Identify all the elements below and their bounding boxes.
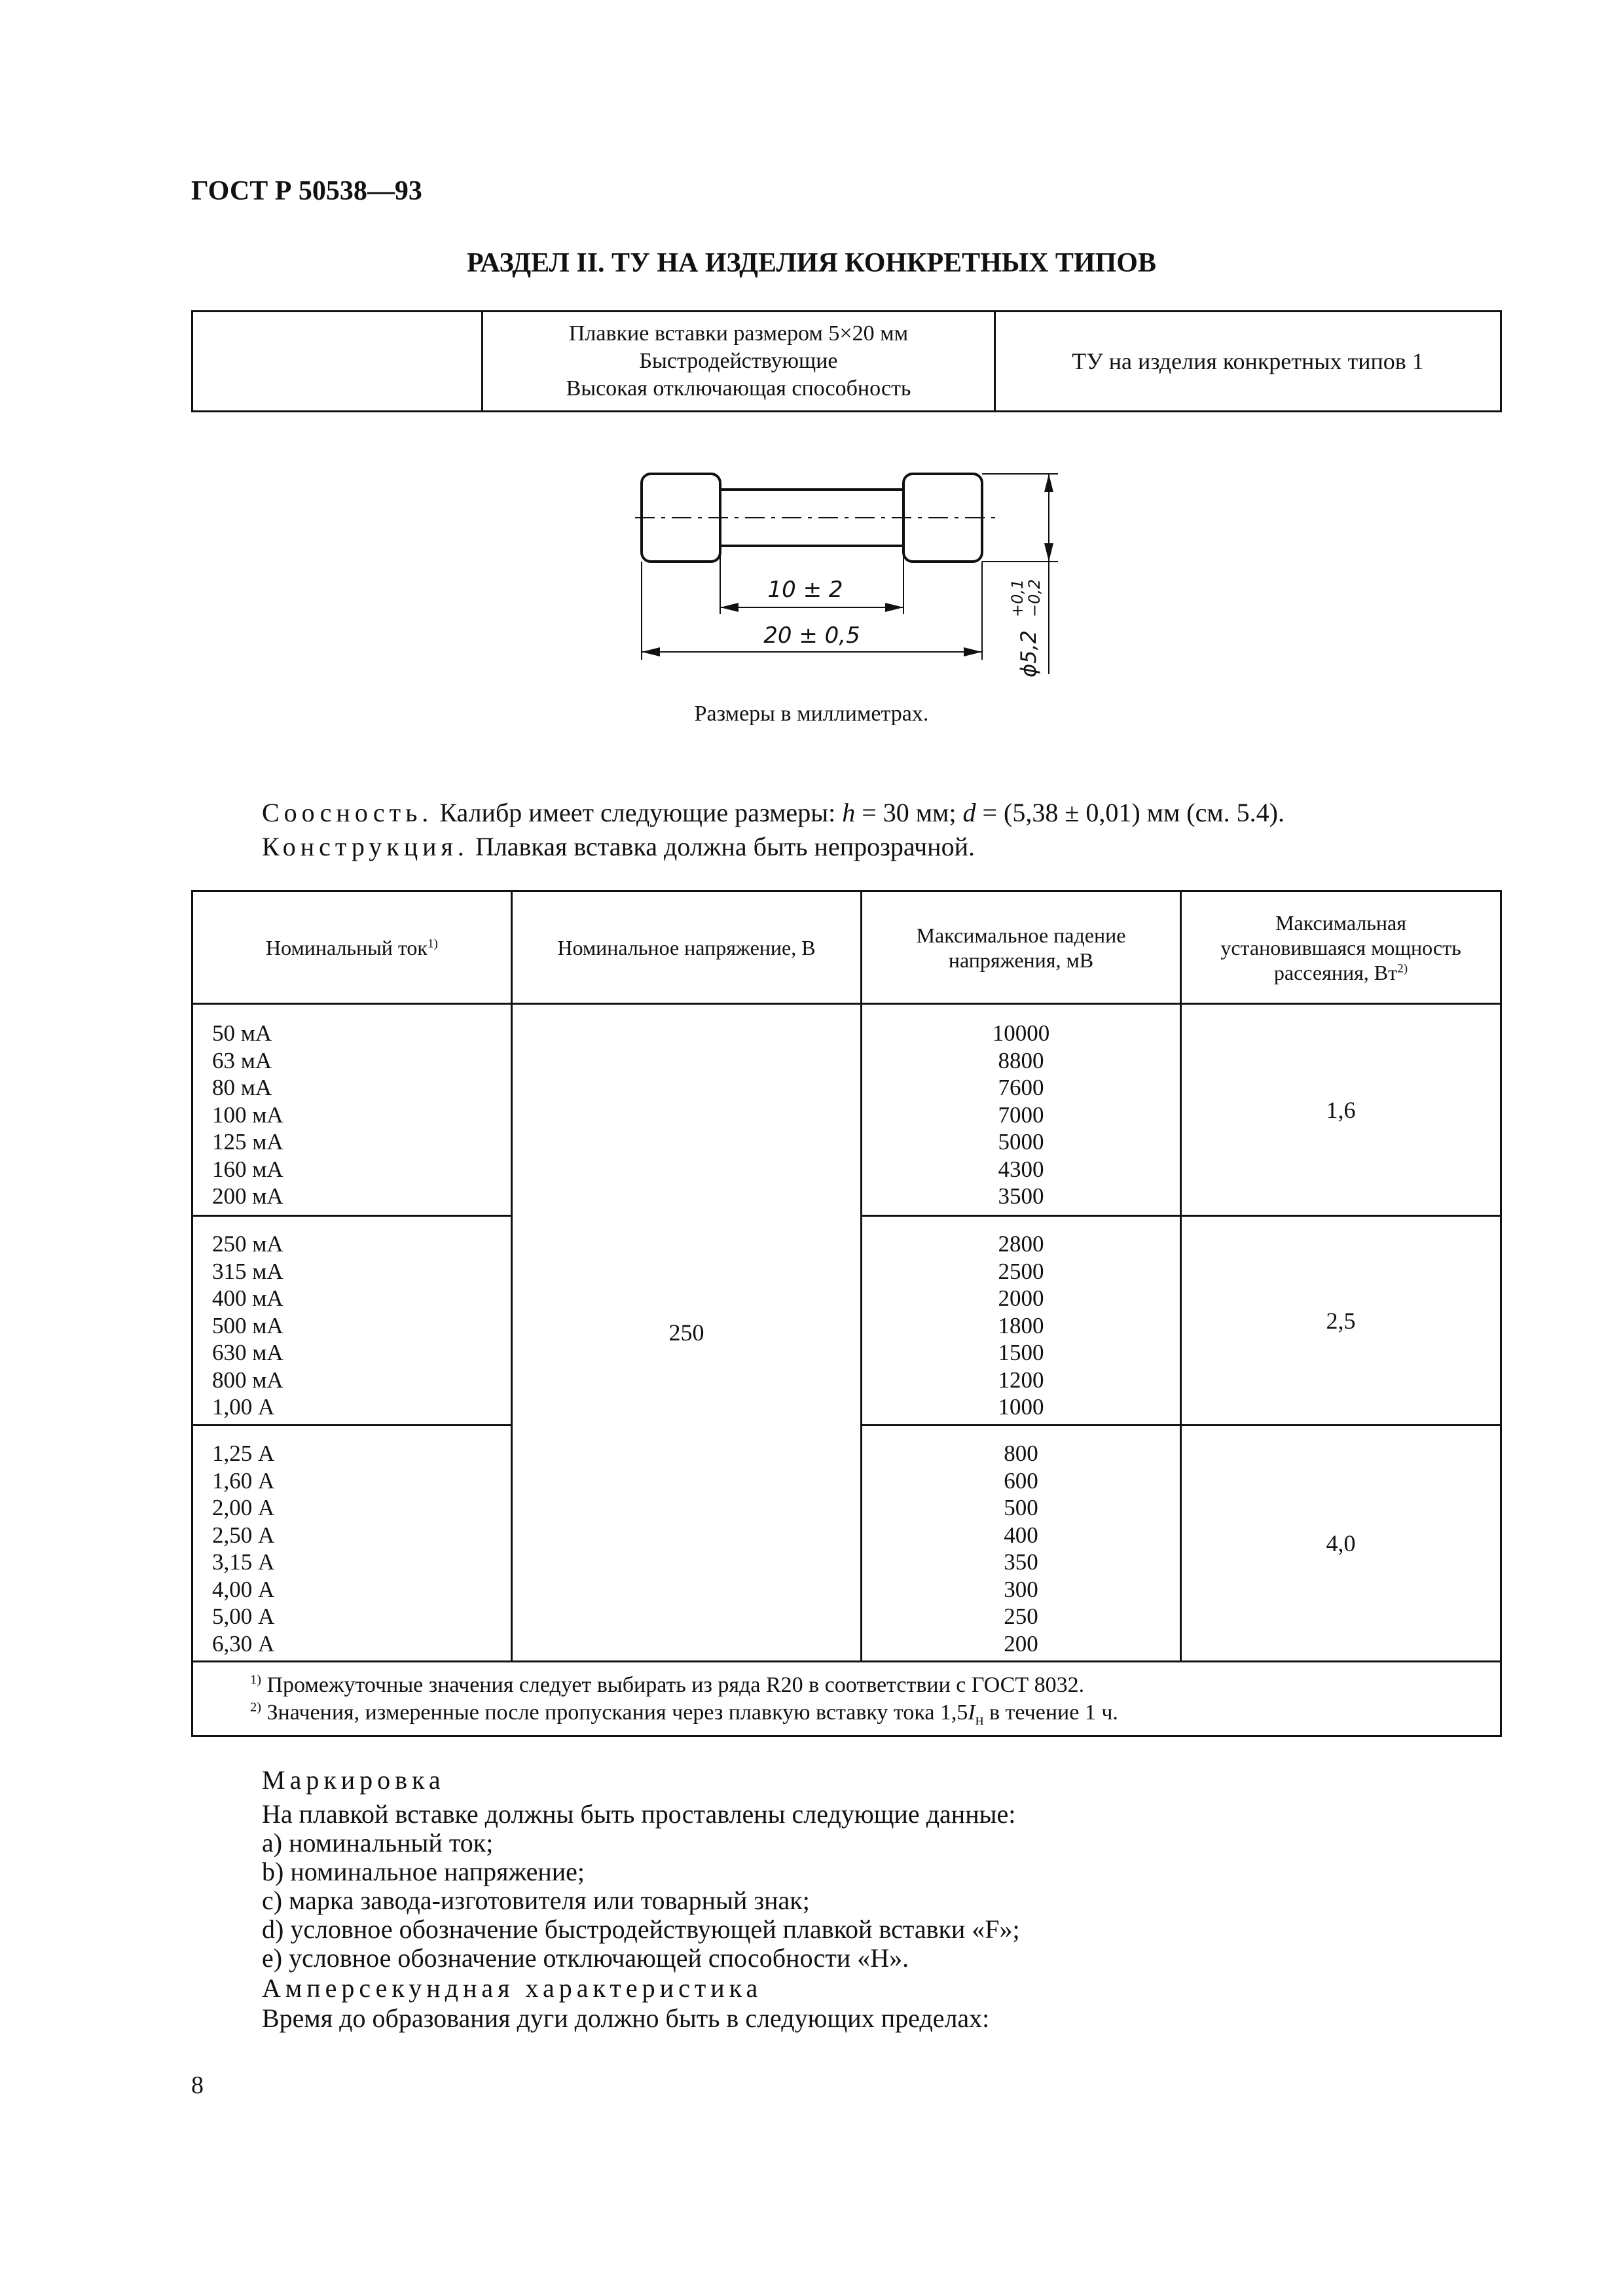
table-cell: 2800 — [998, 1231, 1044, 1257]
current-list-group-3 — [212, 1440, 274, 1657]
marking-item: b) номинальное напряжение; — [262, 1857, 585, 1886]
table-cell: 400 — [1004, 1522, 1038, 1548]
table-cell: 300 — [1004, 1576, 1038, 1602]
table-cell: 1000 — [998, 1394, 1044, 1420]
product-line: Плавкие вставки размером 5×20 мм — [568, 321, 909, 346]
dim-inner-label: 10 ± 2 — [767, 577, 843, 603]
page-number: 8 — [191, 2072, 204, 2099]
header-rated-current: Номинальный ток$^{1)}$ — [266, 935, 438, 960]
table-cell: 1500 — [998, 1340, 1044, 1365]
table-cell: 600 — [1004, 1467, 1038, 1494]
header-table — [191, 310, 1502, 412]
dim-outer-label: 20 ± 0,5 — [763, 622, 860, 649]
marking-item: e) условное обозначение отключающей способности «H». — [262, 1943, 909, 1973]
table-cell: 500 мА — [212, 1312, 283, 1338]
rated-voltage-value: 250 — [668, 1319, 704, 1346]
table-cell: 7600 — [998, 1075, 1044, 1100]
marking-intro: На плавкой вставке должны быть проставлены следующие данные: — [262, 1799, 1016, 1829]
alignment-text: Калибр имеет следующие размеры: — [433, 798, 843, 827]
ampere-second-heading: Амперсекундная характеристика — [262, 1973, 763, 2003]
drawing-caption: Размеры в миллиметрах. — [694, 702, 929, 726]
marking-item: a) номинальный ток; — [262, 1828, 494, 1857]
header-table-spec-cell: ТУ на изделия конкретных типов 1 — [1072, 348, 1424, 374]
table-cell: 3,15 А — [212, 1549, 275, 1575]
table-cell: 4,00 А — [212, 1576, 275, 1602]
table-cell: 160 мА — [212, 1156, 283, 1182]
table-cell: 2000 — [998, 1285, 1044, 1311]
product-line: Высокая отключающая способность — [566, 376, 911, 401]
drop-list-group-3 — [862, 1440, 1180, 1657]
header-rated-voltage: Номинальное напряжение, В — [557, 935, 816, 960]
table-cell: 6,30 А — [212, 1630, 275, 1657]
table-cell: 63 мА — [212, 1047, 272, 1073]
table-cell: 1,00 А — [212, 1394, 275, 1420]
table-cell: 315 мА — [212, 1258, 283, 1284]
construction-paragraph — [262, 831, 975, 862]
table-cell: 2,00 А — [212, 1495, 275, 1520]
ampere-second-text: Время до образования дуги должно быть в следующих пределах: — [262, 2003, 990, 2033]
table-cell: 5000 — [998, 1129, 1044, 1155]
table-cell: 2,50 А — [212, 1522, 275, 1548]
table-cell: 4300 — [998, 1156, 1044, 1182]
document-code: ГОСТ Р 50538—93 — [191, 176, 422, 206]
dim-tolerance-plus: +0,1 — [1008, 579, 1027, 617]
table-cell: 800 — [1004, 1441, 1038, 1466]
d-symbol: d — [962, 798, 976, 827]
product-line: Быстродействующие — [639, 349, 838, 373]
power-group-1: 1,6 — [1326, 1096, 1356, 1123]
header-table-product-cell — [483, 312, 996, 410]
power-group-2: 2,5 — [1326, 1307, 1356, 1334]
table-footnote-2: $^{2)}$ Значения, измеренные после пропускания через плавкую вставку тока $1,5I_н$ в течение 1 ч. — [250, 1700, 1118, 1729]
current-list-group-1 — [212, 1020, 283, 1210]
table-cell: 50 мА — [212, 1020, 272, 1046]
table-cell: 1800 — [998, 1312, 1044, 1338]
dim-diameter-label: ϕ5,2 — [1016, 630, 1041, 677]
table-cell: 1200 — [998, 1367, 1044, 1393]
table-cell: 7000 — [998, 1102, 1044, 1128]
table-cell: 250 мА — [212, 1231, 283, 1257]
table-cell: 800 мА — [212, 1367, 283, 1393]
table-cell: 200 — [1004, 1630, 1038, 1657]
drop-list-group-2 — [862, 1230, 1180, 1421]
marking-item: d) условное обозначение быстродействующей плавкой вставки «F»; — [262, 1914, 1020, 1944]
marking-heading: Маркировка — [262, 1765, 445, 1795]
table-cell: 80 мА — [212, 1075, 272, 1100]
header-max-power-dissipation: Максимальная установившаяся мощность рассеяния, $Вт^{2)}$ — [1220, 910, 1461, 984]
table-cell: 630 мА — [212, 1340, 283, 1365]
construction-label: Конструкция. — [262, 832, 469, 861]
table-cell: 125 мА — [212, 1129, 283, 1155]
alignment-label: Соосность. — [262, 798, 433, 827]
table-cell: 5,00 А — [212, 1604, 275, 1629]
table-cell: 350 — [1004, 1549, 1038, 1575]
d-value: = (5,38 ± 0,01) мм (см. 5.4). — [976, 798, 1285, 827]
header-max-voltage-drop: Максимальное падение напряжения, мВ — [916, 923, 1126, 972]
table-cell: 250 — [1004, 1604, 1038, 1629]
drop-list-group-1 — [862, 1020, 1180, 1210]
h-value: = 30 мм; — [855, 798, 963, 827]
table-cell: 3500 — [998, 1183, 1044, 1209]
marking-item: c) марка завода-изготовителя или товарный знак; — [262, 1886, 810, 1915]
h-symbol: h — [842, 798, 856, 827]
table-cell: 10000 — [992, 1020, 1050, 1046]
fuse-drawing — [629, 458, 1074, 681]
alignment-paragraph — [262, 797, 1285, 828]
table-cell: 8800 — [998, 1047, 1044, 1073]
table-cell: 200 мА — [212, 1183, 283, 1209]
header-table-empty-cell — [193, 312, 483, 410]
table-cell: 1,25 А — [212, 1441, 275, 1466]
table-cell: 500 — [1004, 1495, 1038, 1520]
dim-tolerance-minus: −0,2 — [1025, 579, 1044, 617]
construction-text: Плавкая вставка должна быть непрозрачной. — [468, 832, 975, 861]
table-cell: 400 мА — [212, 1285, 283, 1311]
section-title: РАЗДЕЛ II. ТУ НА ИЗДЕЛИЯ КОНКРЕТНЫХ ТИПОВ — [467, 248, 1156, 278]
power-group-3: 4,0 — [1326, 1530, 1356, 1556]
current-list-group-2 — [212, 1230, 283, 1421]
table-cell: 2500 — [998, 1258, 1044, 1284]
table-cell: 100 мА — [212, 1102, 283, 1128]
ratings-table — [191, 890, 1502, 1737]
table-cell: 1,60 А — [212, 1467, 275, 1494]
table-footnote-1: $^{1)}$ Промежуточные значения следует выбирать из ряда R20 в соответствии с ГОСТ 8032. — [250, 1672, 1085, 1697]
